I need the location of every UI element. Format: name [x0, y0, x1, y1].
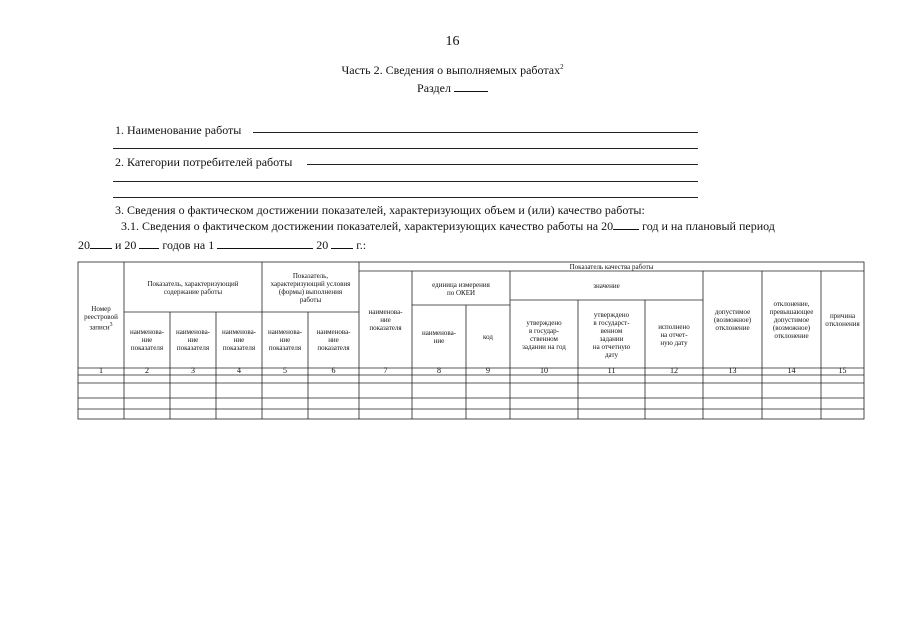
header-registry [78, 268, 124, 368]
column-number: 8 [437, 366, 441, 375]
work-name-label: 1. Наименование работы [115, 123, 242, 137]
paragraph-3-1-text-b: год и на плановый период [642, 219, 775, 233]
column-number: 3 [191, 366, 195, 375]
date-suffix: г.: [356, 238, 367, 252]
section-label: Раздел [417, 81, 451, 95]
header-approved-task: утверждено в государ- ственном задании на год [522, 318, 566, 351]
column-number: 15 [838, 366, 847, 375]
header-content-group: Показатель, характеризующий содержание работы [147, 280, 239, 296]
part-title-footnote: 2 [560, 63, 564, 71]
header-value-group: значение [593, 282, 620, 290]
column-number: 10 [540, 366, 548, 375]
column-number: 12 [670, 366, 678, 375]
column-number: 9 [486, 366, 490, 375]
page-number: 16 [445, 34, 460, 49]
header-registry-text: Номер реестровой записи [84, 304, 118, 332]
paragraph-3-1-text-a: 3.1. Сведения о фактическом достижении показателей, характеризующих качество работы на 20 [121, 219, 614, 233]
year-prefix-1: 20 [78, 238, 90, 252]
header-approved-date: утверждено в государст- венном задании на отчетную дату [592, 310, 631, 359]
column-number: 13 [728, 366, 737, 375]
paragraph-3: 3. Сведения о фактическом достижении показателей, характеризующих объем и (или) качество работы: [115, 203, 645, 217]
column-number: 14 [787, 366, 796, 375]
date-prefix: годов на 1 [162, 238, 215, 252]
header-conditions-group: Показатель, характеризующий условия (формы) выполнения работы [270, 272, 351, 304]
header-content-indicator-3: наименова- ние показателя [221, 328, 257, 352]
header-content-indicator-1: наименова- ние показателя [129, 328, 165, 352]
column-number: 2 [145, 366, 149, 375]
consumers-label: 2. Категории потребителей работы [115, 155, 293, 169]
column-number: 6 [331, 366, 336, 375]
header-quality-group: Показатель качества работы [569, 262, 654, 271]
header-quality-name: наименова- ние показателя [368, 308, 403, 332]
header-unit-name: наименова- ние [421, 329, 457, 345]
part-title-text: Часть 2. Сведения о выполняемых работах [341, 63, 561, 77]
column-number: 1 [99, 366, 103, 375]
date-year-prefix: 20 [316, 238, 329, 252]
header-unit-code: код [483, 333, 493, 341]
header-registry-sup: 3 [109, 321, 113, 328]
column-number: 5 [283, 366, 287, 375]
header-excess-deviation: отклонение, превышающее допустимое (возможное) отклонение [769, 300, 814, 340]
header-conditions-indicator-2: наименова- ние показателя [316, 328, 351, 352]
column-number: 11 [607, 366, 616, 375]
year-prefix-2: и 20 [115, 238, 137, 252]
header-conditions-indicator-1: наименова- ние показателя [267, 328, 303, 352]
column-number: 4 [237, 366, 241, 375]
header-executed: исполнено на отчет- ную дату [658, 322, 690, 347]
column-number: 7 [383, 366, 388, 375]
header-allowed-deviation: допустимое (возможное) отклонение [713, 308, 752, 332]
header-reason: причина отклонения [825, 312, 860, 328]
header-unit-group: единица измерения по ОКЕИ [432, 280, 490, 297]
header-content-indicator-2: наименова- ние показателя [175, 328, 211, 352]
